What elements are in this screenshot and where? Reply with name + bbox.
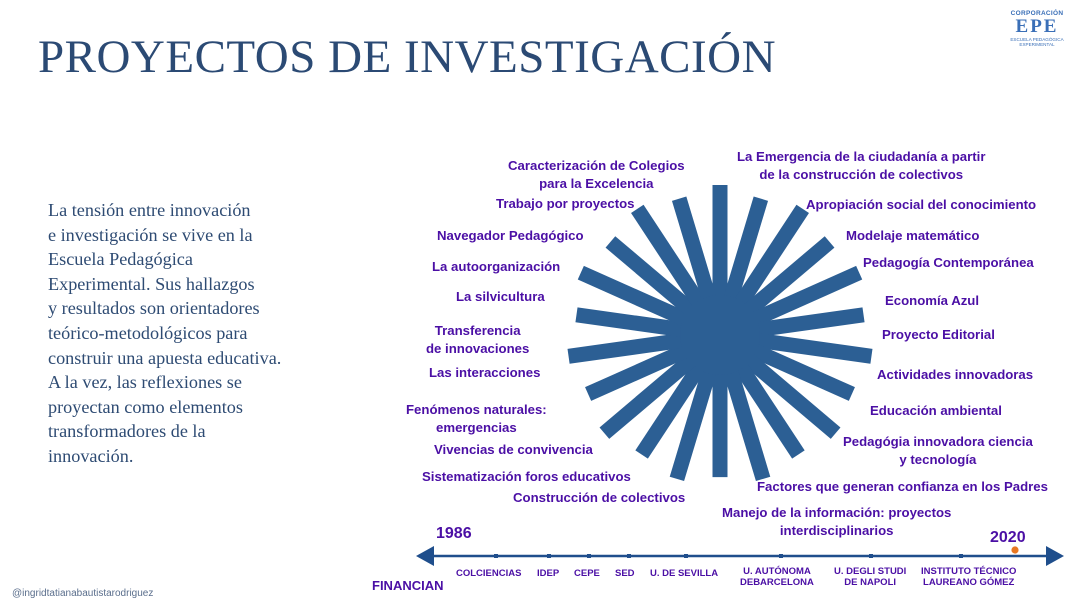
project-trabajo: Trabajo por proyectos [496,196,635,211]
timeline-tick [587,554,591,558]
project-caracterizacion: Caracterización de Colegios para la Excelencia [508,158,685,191]
author-handle: @ingridtatianabautistarodriguez [12,588,154,599]
funder-barcelona: U. AUTÓNOMA DEBARCELONA [740,566,814,588]
timeline-tick [494,554,498,558]
project-modelaje: Modelaje matemático [846,228,980,243]
page-title: PROYECTOS DE INVESTIGACIÓN [38,31,777,83]
project-editorial: Proyecto Editorial [882,327,995,342]
timeline-right-arrow [1046,546,1064,566]
project-apropiacion: Apropiación social del conocimiento [806,197,1037,212]
project-interacciones: Las interacciones [429,365,541,380]
epe-logo [1006,10,1068,47]
project-navegador: Navegador Pedagógico [437,228,584,243]
intro-paragraph: La tensión entre innovación e investigación se vive en la Escuela Pedagógica Experimental. Sus hallazgos y resultados son orientadores teórico-metodológicos para construir una apuesta educativa. A la vez, las reflexiones se proyectan como elementos transformadores de la innovación. [48,200,282,466]
sunburst-center [680,295,760,375]
project-pedagogia-contemporanea: Pedagogía Contemporánea [863,255,1034,270]
project-transferencia: Transferencia de innovaciones [426,323,530,356]
timeline-tick [627,554,631,558]
funder-sed: SED [615,568,635,579]
timeline-start-year: 1986 [436,525,472,542]
funder-sevilla: U. DE SEVILLA [650,568,719,579]
sunburst-graphic [560,180,880,490]
project-sistematizacion: Sistematización foros educativos [422,469,631,484]
funder-cepe: CEPE [574,568,600,579]
project-construccion: Construcción de colectivos [513,490,686,505]
logo-line-2: EPE [1015,16,1059,37]
timeline-tick [959,554,963,558]
funder-colciencias: COLCIENCIAS [456,568,522,579]
funder-napoli: U. DEGLI STUDI DE NAPOLI [834,566,907,588]
project-actividades: Actividades innovadoras [877,367,1034,382]
project-pedagogia-innovadora: Pedagógia innovadora ciencia y tecnología [843,434,1033,467]
funders-label: FINANCIAN [372,578,444,593]
timeline-tick [869,554,873,558]
logo-line-3: ESCUELA PEDAGÓGICA [1010,37,1064,42]
timeline-tick [779,554,783,558]
project-educacion-ambiental: Educación ambiental [870,403,1002,418]
timeline-end-year: 2020 [990,529,1026,546]
logo-line-1: CORPORACIÓN [1010,10,1064,17]
project-silvicultura: La silvicultura [456,289,545,304]
project-factores: Factores que generan confianza en los Padres [757,479,1048,494]
logo-line-4: EXPERIMENTAL [1019,42,1055,47]
timeline-left-arrow [416,546,434,566]
timeline-tick [547,554,551,558]
funder-idep: IDEP [537,568,560,579]
project-emergencia: La Emergencia de la ciudadanía a partir de la construcción de colectivos [737,149,986,182]
timeline-tick [684,554,688,558]
timeline-end-marker [1011,546,1018,553]
project-economia-azul: Economía Azul [885,293,980,308]
project-manejo: Manejo de la información: proyectos interdisciplinarios [722,505,952,538]
project-vivencias: Vivencias de convivencia [434,442,593,457]
funder-laureano-gomez: INSTITUTO TÉCNICO LAUREANO GÓMEZ [921,566,1017,588]
project-fenomenos: Fenómenos naturales: emergencias [406,402,547,435]
project-autoorganizacion: La autoorganización [432,259,561,274]
